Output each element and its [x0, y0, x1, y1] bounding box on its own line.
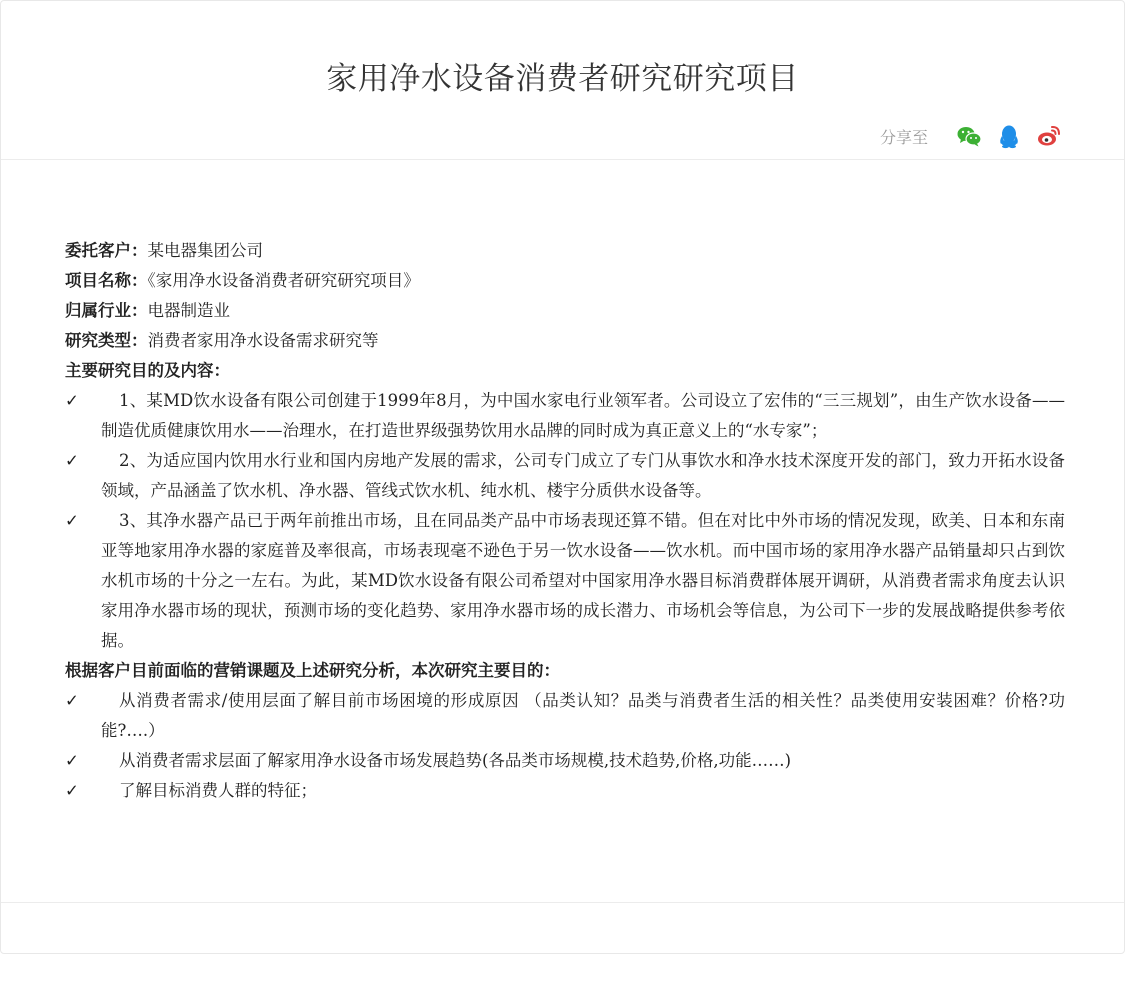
list-item-text: 从消费者需求/使用层面了解目前市场困境的形成原因 （品类认知？品类与消费者生活的相关性？品类使用安装困难？价格?功能?….） [101, 691, 1065, 740]
qq-icon[interactable] [996, 123, 1022, 149]
list-item-text: 3、其净水器产品已于两年前推出市场，且在同品类产品中市场表现还算不错。但在对比中外市场的情况发现，欧美、日本和东南亚等地家用净水器的家庭普及率很高，市场表现毫不逊色于另一饮水设备——饮水机。而中国市场的家用净水器产品销量却只占到饮水机市场的十分之一左右。为此，某MD饮水设备有限公司希望对中国家用净水器目标消费群体展开调研，从消费者需求角度去认识家用净水器市场的现状，预测市场的变化趋势、家用净水器市场的成长潜力、市场机会等信息，为公司下一步的发展战略提供参考依据。 [101, 511, 1065, 650]
footer-divider [1, 902, 1124, 903]
weibo-icon[interactable] [1036, 123, 1062, 149]
field-industry [65, 296, 1065, 326]
page-title: 家用净水设备消费者研究研究项目 [326, 61, 799, 97]
field-label: 委托客户： [65, 241, 148, 260]
list-item [65, 746, 1065, 776]
field-value: 电器制造业 [147, 301, 230, 320]
field-project-name [65, 266, 1065, 296]
section-heading-objectives: 主要研究目的及内容： [65, 361, 230, 380]
article-header [1, 1, 1124, 160]
list-item [65, 386, 1065, 446]
list-item-text: 了解目标消费人群的特征； [119, 781, 317, 800]
list-item-text: 2、为适应国内饮用水行业和国内房地产发展的需求，公司专门成立了专门从事饮水和净水技术深度开发的部门，致力开拓水设备领域，产品涵盖了饮水机、净水器、管线式饮水机、纯水机、楼宇分质供水设备等。 [101, 451, 1065, 500]
list-item-text: 1、某MD饮水设备有限公司创建于1999年8月，为中国水家电行业领军者。公司设立了宏伟的“三三规划”，由生产饮水设备——制造优质健康饮用水——治理水，在打造世界级强势饮用水品牌的同时成为真正意义上的“水专家”； [101, 391, 1065, 440]
field-client [65, 236, 1065, 266]
section-heading-purposes: 根据客户目前面临的营销课题及上述研究分析，本次研究主要目的： [65, 661, 560, 680]
field-value: 《家用净水设备消费者研究研究项目》 [147, 271, 420, 290]
check-icon: ✓ [65, 391, 79, 410]
field-label: 项目名称： [65, 271, 148, 290]
list-item [65, 506, 1065, 656]
list-item [65, 776, 1065, 806]
check-icon: ✓ [65, 781, 79, 800]
list-item [65, 686, 1065, 746]
article-body [65, 236, 1065, 806]
wechat-icon[interactable] [956, 123, 982, 149]
list-item [65, 446, 1065, 506]
share-bar [880, 123, 1062, 149]
field-label: 归属行业： [65, 301, 148, 320]
check-icon: ✓ [65, 451, 79, 470]
field-value: 消费者家用净水设备需求研究等 [147, 331, 379, 350]
list-item-text: 从消费者需求层面了解家用净水设备市场发展趋势(各品类市场规模,技术趋势,价格,功能……) [119, 751, 792, 770]
field-label: 研究类型： [65, 331, 148, 350]
check-icon: ✓ [65, 751, 79, 770]
check-icon: ✓ [65, 691, 79, 710]
check-icon: ✓ [65, 511, 79, 530]
share-label: 分享至 [879, 127, 928, 147]
field-research-type [65, 326, 1065, 356]
field-value: 某电器集团公司 [147, 241, 263, 260]
